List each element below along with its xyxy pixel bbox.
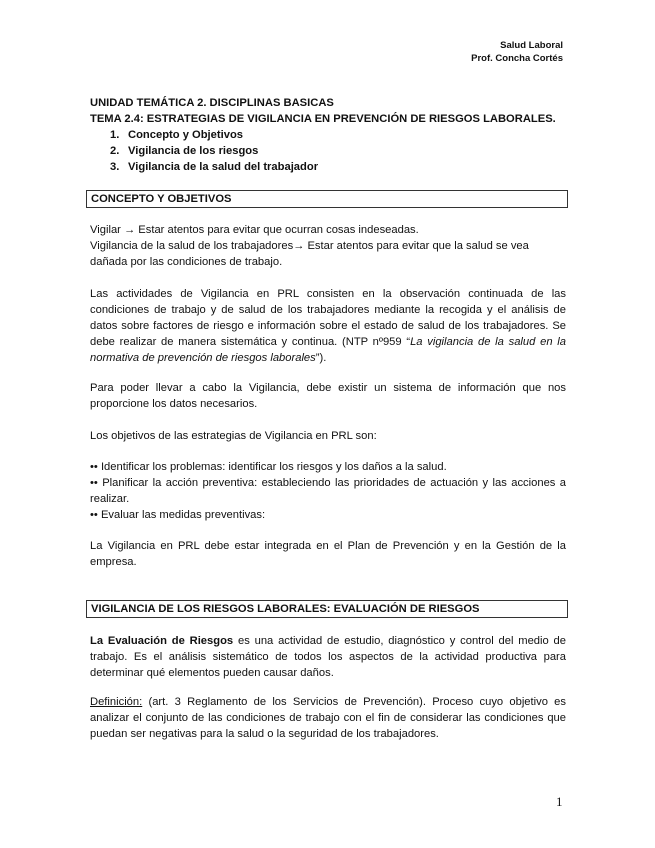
ntp-title: La vigilancia de la salud en la normativa de prevención de riesgos laborales bbox=[90, 336, 566, 364]
term-evaluacion: La Evaluación de Riesgos bbox=[90, 635, 234, 647]
definition-vigilar: Vigilar → Estar atentos para evitar que ocurran cosas indeseadas. bbox=[90, 224, 419, 236]
toc-item: 2. Vigilancia de los riesgos bbox=[110, 145, 259, 157]
page-number: 1 bbox=[556, 794, 563, 809]
paragraph-definicion: Definición: (art. 3 Reglamento de los Servicios de Prevención). Proceso cuyo objetivo es analizar el conjunto de las condiciones de trabajo con el fin de considerar las condiciones que puedan ser negativas para la salud o la seguridad de los trabajadores. bbox=[90, 696, 566, 740]
list-item: •• Evaluar las medidas preventivas: bbox=[90, 509, 266, 521]
section-heading-vigilancia-riesgos: VIGILANCIA DE LOS RIESGOS LABORALES: EVALUACIÓN DE RIESGOS bbox=[86, 600, 568, 618]
table-of-contents bbox=[90, 127, 566, 175]
header-author: Prof. Concha Cortés bbox=[471, 53, 563, 64]
paragraph-objetivos-intro: Los objetivos de las estrategias de Vigilancia en PRL son: bbox=[90, 430, 377, 442]
section-heading-concepto: CONCEPTO Y OBJETIVOS bbox=[86, 190, 568, 208]
definition-label: Definición: bbox=[90, 696, 143, 708]
topic-title: TEMA 2.4: ESTRATEGIAS DE VIGILANCIA EN PREVENCIÓN DE RIESGOS LABORALES. bbox=[90, 113, 556, 125]
page-header bbox=[471, 39, 563, 65]
definition-vigilancia-salud: Vigilancia de la salud de los trabajadores→ Estar atentos para evitar que la salud se vea dañada por las condiciones de trabajo. bbox=[90, 240, 529, 268]
paragraph-evaluacion: La Evaluación de Riesgos es una actividad de estudio, diagnóstico y control del medio de trabajo. Es el análisis sistemático de todos los aspectos de la actividad productiva para determinar qué elementos pueden causar daños. bbox=[90, 635, 566, 679]
paragraph-actividades: Las actividades de Vigilancia en PRL consisten en la observación continuada de las condiciones de trabajo y de salud de los trabajadores mediante la recogida y el análisis de datos sobre factores de riesgo e información sobre el estado de salud de los trabajadores. Se debe realizar de manera sistemática y continua. (NTP nº959 “La vigilancia de la salud en la normativa de prevención de riesgos laborales”). bbox=[90, 288, 566, 364]
toc-item: 1. Concepto y Objetivos bbox=[110, 129, 243, 141]
list-item: •• Planificar la acción preventiva: estableciendo las prioridades de actuación y las acciones a realizar. bbox=[90, 477, 566, 505]
list-item: •• Identificar los problemas: identificar los riesgos y los daños a la salud. bbox=[90, 461, 447, 473]
objectives-list bbox=[90, 459, 566, 523]
title-block bbox=[90, 95, 566, 175]
header-subject: Salud Laboral bbox=[500, 40, 563, 51]
paragraph-informacion: Para poder llevar a cabo la Vigilancia, debe existir un sistema de información que nos proporcione los datos necesarios. bbox=[90, 382, 566, 410]
toc-item: 3. Vigilancia de la salud del trabajador bbox=[110, 161, 319, 173]
section-concepto-body bbox=[90, 222, 566, 270]
paragraph-integracion: La Vigilancia en PRL debe estar integrada en el Plan de Prevención y en la Gestión de la empresa. bbox=[90, 540, 566, 568]
unit-title: UNIDAD TEMÁTICA 2. DISCIPLINAS BASICAS bbox=[90, 97, 334, 109]
